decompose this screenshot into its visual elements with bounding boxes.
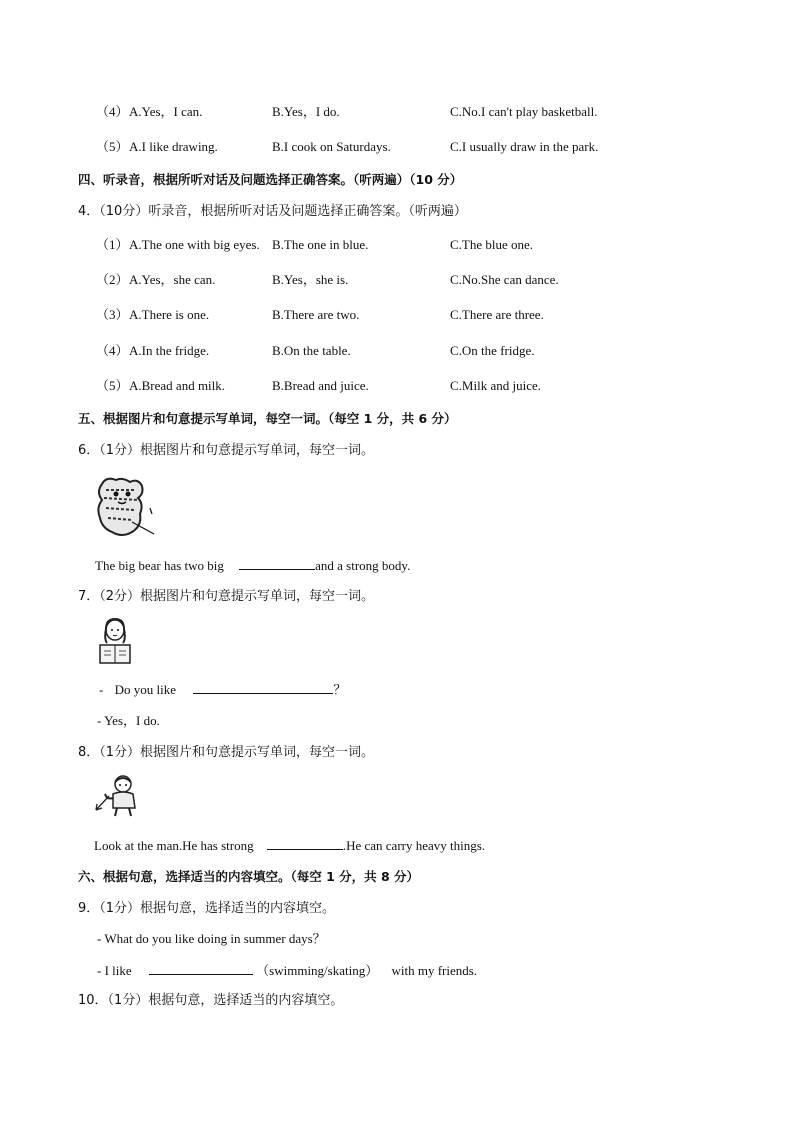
q4-item-3-option-b: B.There are two. xyxy=(272,307,360,322)
bear-picture xyxy=(92,474,156,540)
q9-question: - What do you like doing in summer days？ xyxy=(97,931,326,946)
question-4-label: 4．（10分）听录音，根据所听对话及问题选择正确答案。（听两遍） xyxy=(78,204,467,219)
question-8-label: 8．（1分）根据图片和句意提示写单词，每空一词。 xyxy=(78,745,375,760)
prev-item-4-option-a: A.Yes，I can. xyxy=(129,104,203,119)
q4-item-2-option-b: B.Yes，she is. xyxy=(272,272,349,287)
q8-text-after: .He can carry heavy things. xyxy=(342,838,486,853)
section-4-heading: 四、听录音，根据所听对话及问题选择正确答案。（听两遍）（10 分） xyxy=(78,172,463,187)
q8-answer-blank[interactable] xyxy=(267,837,343,850)
q4-item-4-option-c: C.On the fridge. xyxy=(450,343,535,358)
q4-item-4-option-a: A.In the fridge. xyxy=(129,343,210,358)
prev-item-5-num: （5） xyxy=(96,139,129,154)
question-6-label: 6．（1分）根据图片和句意提示写单词，每空一词。 xyxy=(78,443,375,458)
prev-item-4-num: （4） xyxy=(96,104,129,119)
q4-item-3-option-a: A.There is one. xyxy=(129,307,210,322)
q7-question-mark: ？ xyxy=(333,682,347,697)
q4-item-5-option-c: C.Milk and juice. xyxy=(450,378,541,393)
section-6-heading: 六、根据句意，选择适当的内容填空。（每空 1 分，共 8 分） xyxy=(78,869,420,884)
q4-item-5-num: （5） xyxy=(96,378,129,393)
question-7-label: 7．（2分）根据图片和句意提示写单词，每空一词。 xyxy=(78,589,375,604)
prev-item-5-option-a: A.I like drawing. xyxy=(129,139,218,154)
q7-dash: - xyxy=(99,682,104,697)
q4-item-4-option-b: B.On the table. xyxy=(272,343,351,358)
q4-item-5-option-a: A.Bread and milk. xyxy=(129,378,226,393)
q4-item-1-option-c: C.The blue one. xyxy=(450,237,534,252)
q4-item-1-option-a: A.The one with big eyes. xyxy=(129,237,260,252)
prev-item-5-option-b: B.I cook on Saturdays. xyxy=(272,139,391,154)
q4-item-1-num: （1） xyxy=(96,237,129,252)
question-10-label: 10．（1分）根据句意，选择适当的内容填空。 xyxy=(78,993,344,1008)
q4-item-3-option-c: C.There are three. xyxy=(450,307,544,322)
q6-answer-blank[interactable] xyxy=(239,557,315,570)
q4-item-1-option-b: B.The one in blue. xyxy=(272,237,369,252)
question-9-label: 9．（1分）根据句意，选择适当的内容填空。 xyxy=(78,901,336,916)
q4-item-2-option-a: A.Yes，she can. xyxy=(129,272,216,287)
q9-answer-blank[interactable] xyxy=(149,962,253,975)
q7-question xyxy=(99,681,346,698)
prev-item-4-option-c: C.No.I can't play basketball. xyxy=(450,104,598,119)
q4-item-2-option-c: C.No.She can dance. xyxy=(450,272,559,287)
q4-item-2-num: （2） xyxy=(96,272,129,287)
q9-options: （swimming/skating） xyxy=(256,963,379,978)
girl-reading-picture xyxy=(96,617,134,669)
section-5-heading: 五、根据图片和句意提示写单词，每空一词。（每空 1 分，共 6 分） xyxy=(78,411,457,426)
prev-item-5-option-c: C.I usually draw in the park. xyxy=(450,139,599,154)
q7-reply: - Yes，I do. xyxy=(97,713,160,728)
q7-text-before: Do you like xyxy=(114,682,176,697)
q8-sentence xyxy=(94,837,485,854)
q4-item-3-num: （3） xyxy=(96,307,129,322)
q6-text-after: and a strong body. xyxy=(315,558,411,573)
q7-answer-blank[interactable] xyxy=(193,681,333,694)
prev-item-4-option-b: B.Yes，I do. xyxy=(272,104,340,119)
q4-item-5-option-b: B.Bread and juice. xyxy=(272,378,369,393)
q4-item-4-num: （4） xyxy=(96,343,129,358)
q6-text-before: The big bear has two big xyxy=(95,558,224,573)
q9-answer-line xyxy=(97,962,477,979)
q9-text-after: with my friends. xyxy=(391,963,478,978)
strong-man-picture xyxy=(93,772,141,818)
q6-sentence xyxy=(95,557,410,574)
q9-text-before: - I like xyxy=(97,963,132,978)
q8-text-before: Look at the man.He has strong xyxy=(94,838,254,853)
